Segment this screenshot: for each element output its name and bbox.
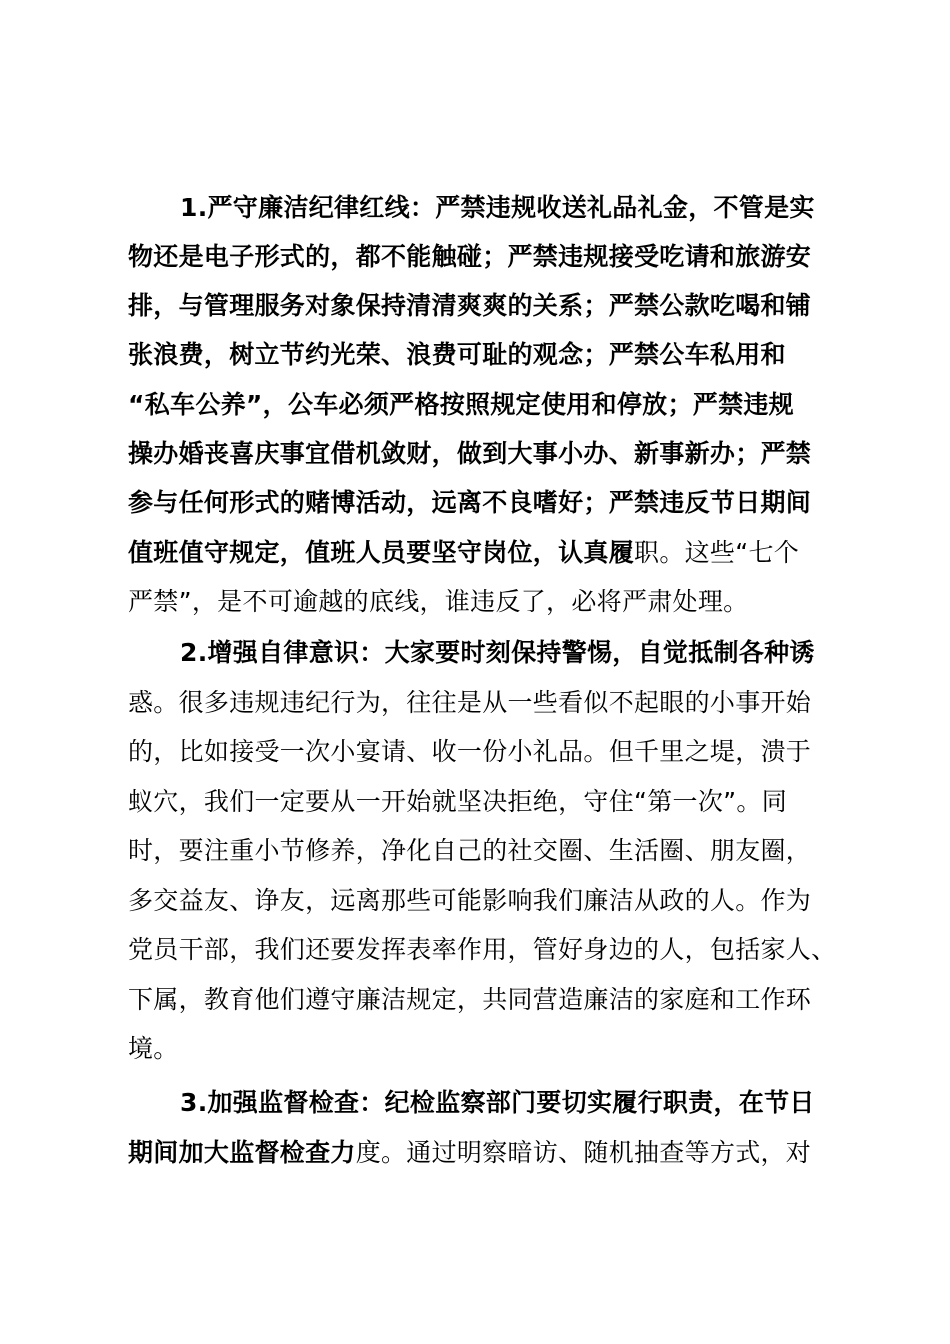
p1-line-8 xyxy=(128,528,838,578)
p1-line-8-normal: 职。这些“七个 xyxy=(634,538,800,567)
p2-line-5: 时，要注重小节修养，净化自己的社交圈、生活圈、朋友圈， xyxy=(128,836,812,865)
p1-line-1: 1.严守廉洁纪律红线：严禁违规收送礼品礼金，不管是实 xyxy=(180,193,815,222)
p2-line-1: 2.增强自律意识：大家要时刻保持警惕，自觉抵制各种诱 xyxy=(180,638,815,667)
p3-line-2-normal: 度。通过明察暗访、随机抽查等方式，对 xyxy=(355,1138,812,1167)
p1-line-5: “私车公养”，公车必须严格按照规定使用和停放；严禁违规 xyxy=(128,390,794,419)
p2-line-7: 党员干部，我们还要发挥表率作用，管好身边的人，包括家人、 xyxy=(128,935,837,964)
p1-line-3: 排，与管理服务对象保持清清爽爽的关系；严禁公款吃喝和铺 xyxy=(128,291,812,320)
p1-line-2: 物还是电子形式的，都不能触碰；严禁违规接受吃请和旅游安 xyxy=(128,242,812,271)
p2-line-2: 惑。很多违规违纪行为，往往是从一些看似不起眼的小事开始 xyxy=(128,688,812,717)
p1-line-4: 张浪费，树立节约光荣、浪费可耻的观念；严禁公车私用和 xyxy=(128,340,786,369)
p3-line-2-bold: 期间加大监督检查力 xyxy=(128,1138,356,1167)
p1-line-8-bold: 值班值守规定，值班人员要坚守岗位，认真履 xyxy=(128,538,635,567)
p2-line-3: 的，比如接受一次小宴请、收一份小礼品。但千里之堤，溃于 xyxy=(128,737,812,766)
p2-line-8: 下属，教育他们遵守廉洁规定，共同营造廉洁的家庭和工作环 xyxy=(128,985,812,1014)
p3-line-2 xyxy=(128,1128,838,1178)
p2-line-9: 境。 xyxy=(128,1034,179,1063)
p3-line-1: 3.加强监督检查：纪检监察部门要切实履行职责，在节日 xyxy=(180,1088,815,1117)
p1-line-7: 参与任何形式的赌博活动，远离不良嗜好；严禁违反节日期间 xyxy=(128,488,812,517)
p1-line-9: 严禁”，是不可逾越的底线，谁违反了，必将严肃处理。 xyxy=(128,587,749,616)
p2-line-4: 蚁穴，我们一定要从一开始就坚决拒绝，守住“第一次”。同 xyxy=(128,787,788,816)
p2-line-6: 多交益友、诤友，远离那些可能影响我们廉洁从政的人。作为 xyxy=(128,886,812,915)
p1-line-6: 操办婚丧喜庆事宜借机敛财，做到大事小办、新事新办；严禁 xyxy=(128,439,812,468)
